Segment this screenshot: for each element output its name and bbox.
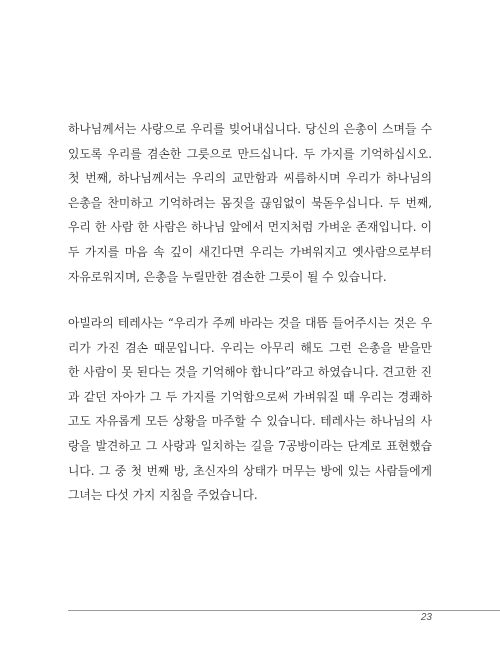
- text-line: 니다. 그 중 첫 번째 방, 초신자의 상태가 머무는 방에 있는 사람들에게: [68, 463, 432, 478]
- text-line: 하나님께서는 사랑으로 우리를 빚어내십니다. 당신의 은총이 스며들 수: [68, 122, 432, 136]
- text-line: 있도록 우리를 겸손한 그릇으로 만드십니다. 두 가지를 기억하십시오.: [68, 146, 432, 161]
- text-line: 두 가지를 마음 속 깊이 새긴다면 우리는 가벼워지고 옛사람으로부터: [68, 244, 432, 259]
- text-line: 과 같던 자아가 그 두 가지를 기억함으로써 가벼워질 때 우리는 경쾌하: [68, 389, 432, 404]
- paragraph-2: [68, 311, 432, 508]
- text-line: 은총을 찬미하고 기억하려는 몸짓을 끊임없이 북돋우십니다. 두 번째,: [68, 195, 432, 210]
- text-line: 고도 자유롭게 모든 상황을 마주할 수 있습니다. 테레사는 하나님의 사: [68, 414, 432, 429]
- footer-divider: [68, 610, 500, 611]
- text-line: 리가 가진 겸손 때문입니다. 우리는 아무리 해도 그런 은총을 받을만: [68, 340, 432, 355]
- text-line: 자유로워지며, 은총을 누릴만한 겸손한 그릇이 될 수 있습니다.: [68, 269, 387, 284]
- text-line: 첫 번째, 하나님께서는 우리의 교만함과 씨름하시며 우리가 하나님의: [68, 171, 432, 186]
- paragraph-1: [68, 117, 432, 289]
- text-line: 한 사람이 못 된다는 것을 기억해야 합니다”라고 하였습니다. 견고한 진: [68, 365, 432, 380]
- page-number: 23: [420, 612, 432, 623]
- text-line: 랑을 발견하고 그 사랑과 일치하는 길을 7공방이라는 단계로 표현했습: [68, 438, 432, 453]
- text-line: 아빌라의 테레사는 “우리가 주께 바라는 것을 대뜸 들어주시는 것은 우: [68, 316, 432, 330]
- text-line: 그녀는 다섯 가지 지침을 주었습니다.: [68, 488, 258, 503]
- text-line: 우리 한 사람 한 사람은 하나님 앞에서 먼지처럼 가벼운 존재입니다. 이: [68, 220, 432, 235]
